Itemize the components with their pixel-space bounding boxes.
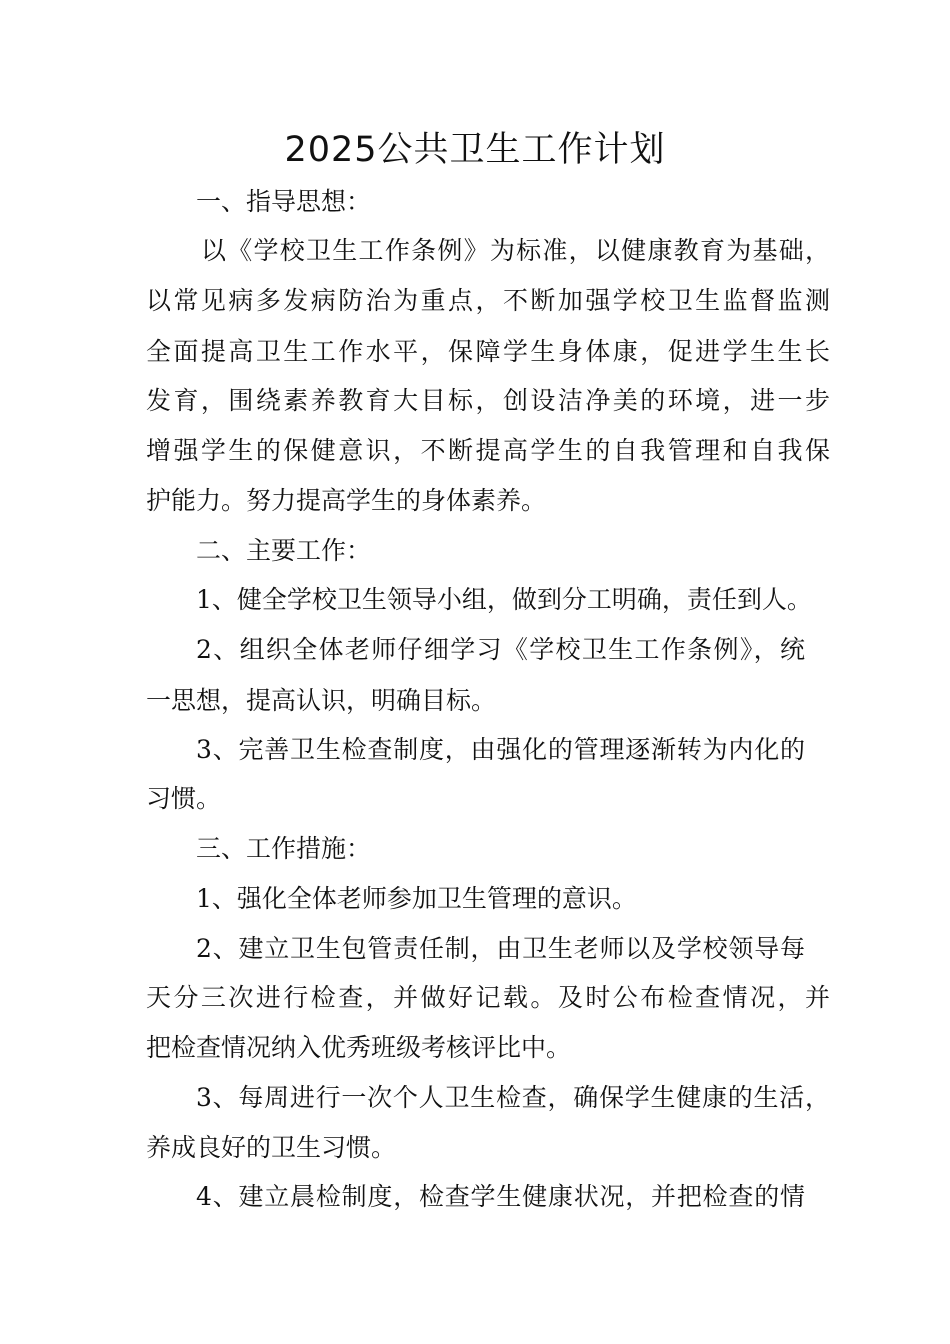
paragraph-line: 以常见病多发病防治为重点，不断加强学校卫生监督监测: [146, 286, 830, 315]
list-item: 3、完善卫生检查制度，由强化的管理逐渐转为内化的: [196, 735, 805, 764]
list-item: 3、每周进行一次个人卫生检查，确保学生健康的生活，: [196, 1083, 830, 1112]
list-item: 4、建立晨检制度，检查学生健康状况，并把检查的情: [196, 1182, 805, 1211]
paragraph-line: 护能力。努力提高学生的身体素养。: [146, 486, 547, 515]
paragraph-line: 增强学生的保健意识，不断提高学生的自我管理和自我保: [146, 436, 830, 465]
list-item-continuation: 把检查情况纳入优秀班级考核评比中。: [146, 1033, 572, 1062]
list-item-continuation: 一思想，提高认识，明确目标。: [146, 686, 497, 715]
list-item: 1、健全学校卫生领导小组，做到分工明确，责任到人。: [196, 585, 812, 614]
list-item-continuation: 天分三次进行检查，并做好记载。及时公布检查情况，并: [146, 983, 830, 1012]
list-item: 2、组织全体老师仔细学习《学校卫生工作条例》，统: [196, 635, 805, 664]
paragraph-line: 发育，围绕素养教育大目标，创设洁净美的环境，进一步: [146, 386, 830, 415]
paragraph-line: 以《学校卫生工作条例》为标准，以健康教育为基础，: [201, 236, 830, 265]
paragraph-line: 全面提高卫生工作水平，保障学生身体康，促进学生生长: [146, 337, 830, 366]
section-heading-main-work: 二、主要工作：: [196, 536, 372, 565]
list-item-continuation: 养成良好的卫生习惯。: [146, 1133, 397, 1162]
list-item-continuation: 习惯。: [146, 784, 222, 813]
list-item: 2、建立卫生包管责任制，由卫生老师以及学校领导每: [196, 934, 805, 963]
section-heading-guiding-ideology: 一、指导思想：: [196, 187, 372, 216]
list-item: 1、强化全体老师参加卫生管理的意识。: [196, 884, 637, 913]
section-heading-work-measures: 三、工作措施：: [196, 834, 372, 863]
document-title: 2025公共卫生工作计划: [284, 130, 666, 170]
